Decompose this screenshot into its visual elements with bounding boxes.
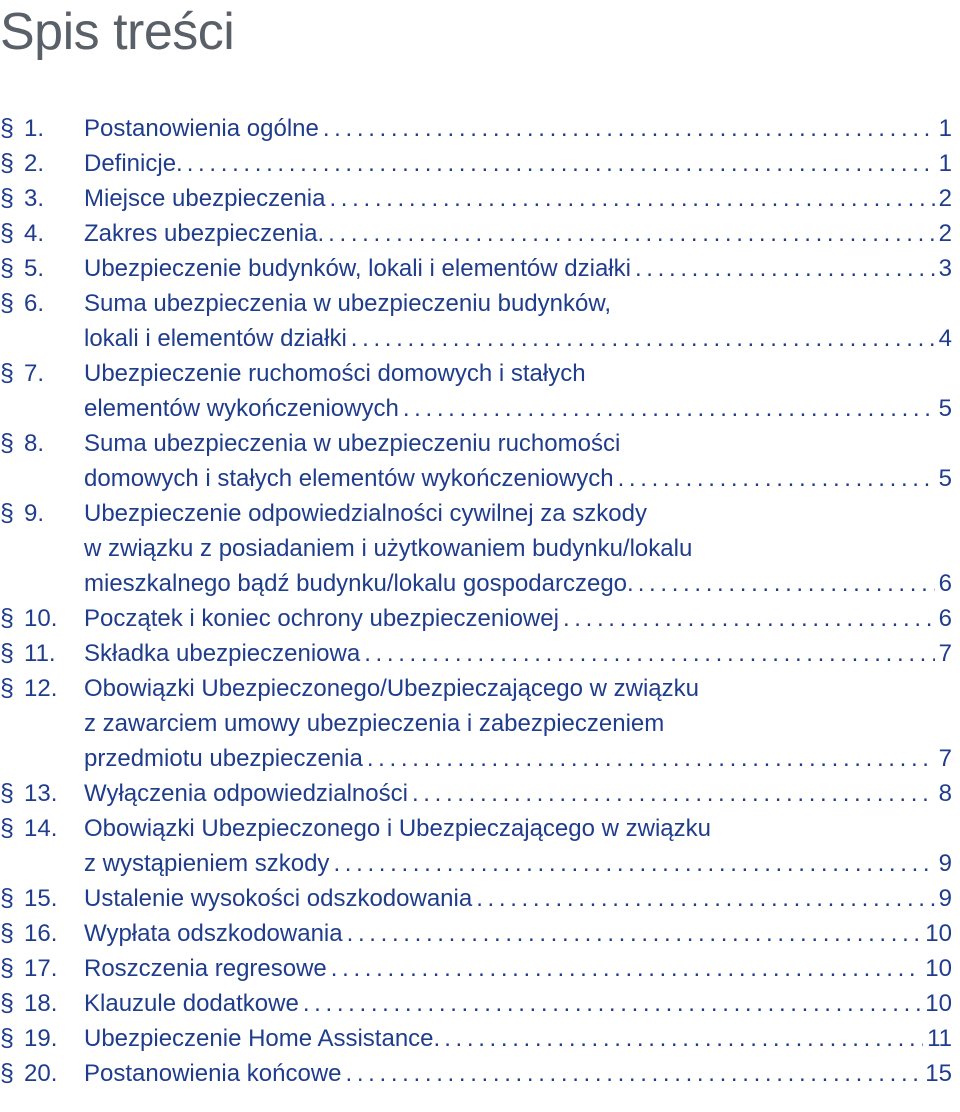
toc-entry-number: 16. [24, 920, 58, 947]
toc-entry[interactable] [0, 986, 952, 1021]
toc-entry-page-number: 1 [938, 115, 952, 142]
toc-entry-body [84, 916, 952, 951]
dot-leader [364, 636, 934, 671]
toc-entry-page-number: 15 [925, 1060, 952, 1087]
toc-entry-last-line [84, 1056, 952, 1091]
toc-entry-number: 7. [24, 360, 45, 387]
toc-entry-last-line [84, 846, 952, 881]
toc-entry-body [84, 881, 952, 916]
toc-entry-page-number: 10 [925, 990, 952, 1017]
toc-entry-last-line [84, 986, 952, 1021]
toc-entry-number: 20. [24, 1060, 58, 1087]
dot-leader [563, 601, 935, 636]
dot-leader [346, 1056, 922, 1091]
toc-entry-body [84, 1021, 952, 1056]
toc-entry-title-line: elementów wykończeniowych [84, 395, 399, 422]
toc-entry-title-line: Miejsce ubezpieczenia [84, 185, 326, 212]
toc-entry-body [84, 426, 952, 496]
dot-leader [367, 741, 935, 776]
toc-entry[interactable] [0, 776, 952, 811]
toc-entry-body [84, 146, 952, 181]
toc-entry-last-line [84, 321, 952, 356]
toc-entry-body [84, 671, 952, 776]
dot-leader [403, 391, 935, 426]
toc-entry-title-line: Suma ubezpieczenia w ubezpieczeniu ruchomości [84, 430, 621, 457]
toc-entry-title-line: domowych i stałych elementów wykończeniowych [84, 465, 614, 492]
dot-leader [638, 566, 935, 601]
toc-entry[interactable] [0, 356, 952, 426]
toc-entry[interactable] [0, 181, 952, 216]
dot-leader [476, 881, 934, 916]
toc-entry-title-line: Postanowienia ogólne [84, 115, 319, 142]
section-sign: § [0, 919, 14, 947]
toc-entry-body [84, 951, 952, 986]
toc-entry-body [84, 356, 952, 426]
toc-entry-last-line [84, 916, 952, 951]
toc-entry[interactable] [0, 1021, 952, 1056]
toc-entry-body [84, 286, 952, 356]
toc-entry-body [84, 181, 952, 216]
toc-entry-number: 11. [24, 640, 56, 667]
toc-entry-number: 2. [24, 150, 45, 177]
toc-entry-body [84, 986, 952, 1021]
section-sign: § [0, 219, 14, 247]
toc-entry-number: 10. [24, 605, 58, 632]
dot-leader [347, 916, 922, 951]
toc-entry[interactable] [0, 286, 952, 356]
section-sign: § [0, 149, 14, 177]
toc-entry-title-line: Roszczenia regresowe [84, 955, 327, 982]
dot-leader [444, 1021, 923, 1056]
toc-entry-title-line: Definicje. [84, 150, 183, 177]
section-sign: § [0, 884, 14, 912]
toc-entry-page-number: 10 [925, 920, 952, 947]
toc-entry-last-line [84, 566, 952, 601]
section-sign: § [0, 674, 14, 702]
toc-entry-last-line [84, 601, 952, 636]
dot-leader [333, 846, 934, 881]
toc-entry-number: 17. [24, 955, 58, 982]
toc-entry-last-line [84, 461, 952, 496]
toc-entry-title-line: mieszkalnego bądź budynku/lokalu gospodarczego. [84, 570, 634, 597]
section-sign: § [0, 429, 14, 457]
toc-entry-page-number: 6 [938, 570, 952, 597]
toc-entry-title-line: Klauzule dodatkowe [84, 990, 299, 1017]
toc-entry-last-line [84, 181, 952, 216]
section-sign: § [0, 954, 14, 982]
toc-entry-title-line: lokali i elementów działki [84, 325, 347, 352]
toc-entry-title-line: Ubezpieczenie budynków, lokali i elementów działki [84, 255, 631, 282]
toc-entry[interactable] [0, 671, 952, 776]
toc-entry-number: 15. [24, 885, 58, 912]
toc-entry-title-line: z wystąpieniem szkody [84, 850, 330, 877]
section-sign: § [0, 289, 14, 317]
toc-entry-title-line: Ubezpieczenie ruchomości domowych i stałych [84, 360, 586, 387]
section-sign: § [0, 1059, 14, 1087]
section-sign: § [0, 359, 14, 387]
toc-entry[interactable] [0, 881, 952, 916]
toc-entry[interactable] [0, 811, 952, 881]
toc-entry-body [84, 111, 952, 146]
toc-entry-title-line: Wypłata odszkodowania [84, 920, 343, 947]
toc-entry-page-number: 2 [938, 185, 952, 212]
toc-entry-last-line [84, 636, 952, 671]
toc-entry-number: 14. [24, 815, 58, 842]
section-sign: § [0, 604, 14, 632]
toc-entry-last-line [84, 391, 952, 426]
toc-entry[interactable] [0, 601, 952, 636]
toc-entry[interactable] [0, 951, 952, 986]
dot-leader [351, 321, 935, 356]
toc-entry-body [84, 601, 952, 636]
toc-entry-last-line [84, 1021, 952, 1056]
toc-entry-page-number: 1 [938, 150, 952, 177]
toc-entry-title-line: Zakres ubezpieczenia. [84, 220, 325, 247]
dot-leader [328, 216, 935, 251]
toc-entry-number: 8. [24, 430, 45, 457]
toc-entry-number: 3. [24, 185, 45, 212]
toc-entry-body [84, 1056, 952, 1091]
toc-entry-title-line: Ubezpieczenie odpowiedzialności cywilnej za szkody [84, 500, 647, 527]
toc-entry-body [84, 496, 952, 601]
toc-entry-title-line: Suma ubezpieczenia w ubezpieczeniu budynków, [84, 290, 612, 317]
toc-entry-page-number: 4 [938, 325, 952, 352]
section-sign: § [0, 254, 14, 282]
dot-leader [187, 146, 935, 181]
toc-entry-page-number: 3 [938, 255, 952, 282]
toc-entry[interactable] [0, 216, 952, 251]
section-sign: § [0, 499, 14, 527]
toc-entry-body [84, 811, 952, 881]
section-sign: § [0, 779, 14, 807]
toc-entry[interactable] [0, 146, 952, 181]
toc-entry-number: 6. [24, 290, 45, 317]
toc-entry-number: 4. [24, 220, 45, 247]
toc-entry-number: 5. [24, 255, 45, 282]
toc-entry-number: 1. [24, 115, 45, 142]
section-sign: § [0, 184, 14, 212]
toc-entry-page-number: 7 [938, 745, 952, 772]
section-sign: § [0, 639, 14, 667]
toc-entry-number: 12. [24, 675, 58, 702]
toc-entry-last-line [84, 251, 952, 286]
toc-entry-body [84, 216, 952, 251]
toc-entry-body [84, 251, 952, 286]
toc-entry-page-number: 2 [938, 220, 952, 247]
toc-entry-page-number: 9 [938, 885, 952, 912]
dot-leader [323, 111, 935, 146]
toc-entry-page-number: 11 [927, 1025, 952, 1052]
toc-entry[interactable] [0, 1056, 952, 1091]
toc-entry[interactable] [0, 111, 952, 146]
toc-entry[interactable] [0, 916, 952, 951]
toc-entry-last-line [84, 111, 952, 146]
toc-entry-last-line [84, 216, 952, 251]
page-title: Spis treści [0, 3, 235, 61]
toc-entry-page-number: 8 [938, 780, 952, 807]
toc-entry-title-line: Obowiązki Ubezpieczonego/Ubezpieczającego w związku [84, 675, 699, 702]
toc-entry-title-line: Ubezpieczenie Home Assistance. [84, 1025, 441, 1052]
toc-entry-title-line: przedmiotu ubezpieczenia [84, 745, 363, 772]
toc-entry-last-line [84, 881, 952, 916]
toc-entry-title-line: Początek i koniec ochrony ubezpieczeniowej [84, 605, 559, 632]
toc-entry[interactable] [0, 496, 952, 601]
dot-leader [412, 776, 935, 811]
toc-entry-page-number: 5 [938, 465, 952, 492]
toc-entry-number: 9. [24, 500, 45, 527]
section-sign: § [0, 1024, 14, 1052]
toc-entry-title-line: Postanowienia końcowe [84, 1060, 342, 1087]
toc-entry-last-line [84, 741, 952, 776]
dot-leader [618, 461, 935, 496]
toc-entry-body [84, 776, 952, 811]
toc-entry[interactable] [0, 426, 952, 496]
toc-entry-number: 18. [24, 990, 58, 1017]
toc-entry-title-line: w związku z posiadaniem i użytkowaniem budynku/lokalu [84, 535, 693, 562]
toc-entry-page-number: 6 [938, 605, 952, 632]
toc-entry-title-line: Ustalenie wysokości odszkodowania [84, 885, 473, 912]
toc-entry-title-line: z zawarciem umowy ubezpieczenia i zabezpieczeniem [84, 710, 665, 737]
toc-entry-number: 19. [24, 1025, 58, 1052]
toc-entry-last-line [84, 146, 952, 181]
section-sign: § [0, 114, 14, 142]
toc-entry-page-number: 7 [938, 640, 952, 667]
dot-leader [331, 951, 922, 986]
toc-entry-title-line: Wyłączenia odpowiedzialności [84, 780, 408, 807]
toc-entry[interactable] [0, 251, 952, 286]
section-sign: § [0, 989, 14, 1017]
toc-entry-title-line: Składka ubezpieczeniowa [84, 640, 361, 667]
toc-entry-page-number: 10 [925, 955, 952, 982]
toc-entry-number: 13. [24, 780, 58, 807]
dot-leader [635, 251, 935, 286]
dot-leader [329, 181, 934, 216]
dot-leader [303, 986, 921, 1021]
toc-entry-last-line [84, 776, 952, 811]
toc-entry-page-number: 5 [938, 395, 952, 422]
toc-entry-page-number: 9 [938, 850, 952, 877]
toc-entry-title-line: Obowiązki Ubezpieczonego i Ubezpieczającego w związku [84, 815, 711, 842]
toc-entry-last-line [84, 951, 952, 986]
table-of-contents [0, 111, 952, 1091]
toc-entry-body [84, 636, 952, 671]
section-sign: § [0, 814, 14, 842]
toc-entry[interactable] [0, 636, 952, 671]
